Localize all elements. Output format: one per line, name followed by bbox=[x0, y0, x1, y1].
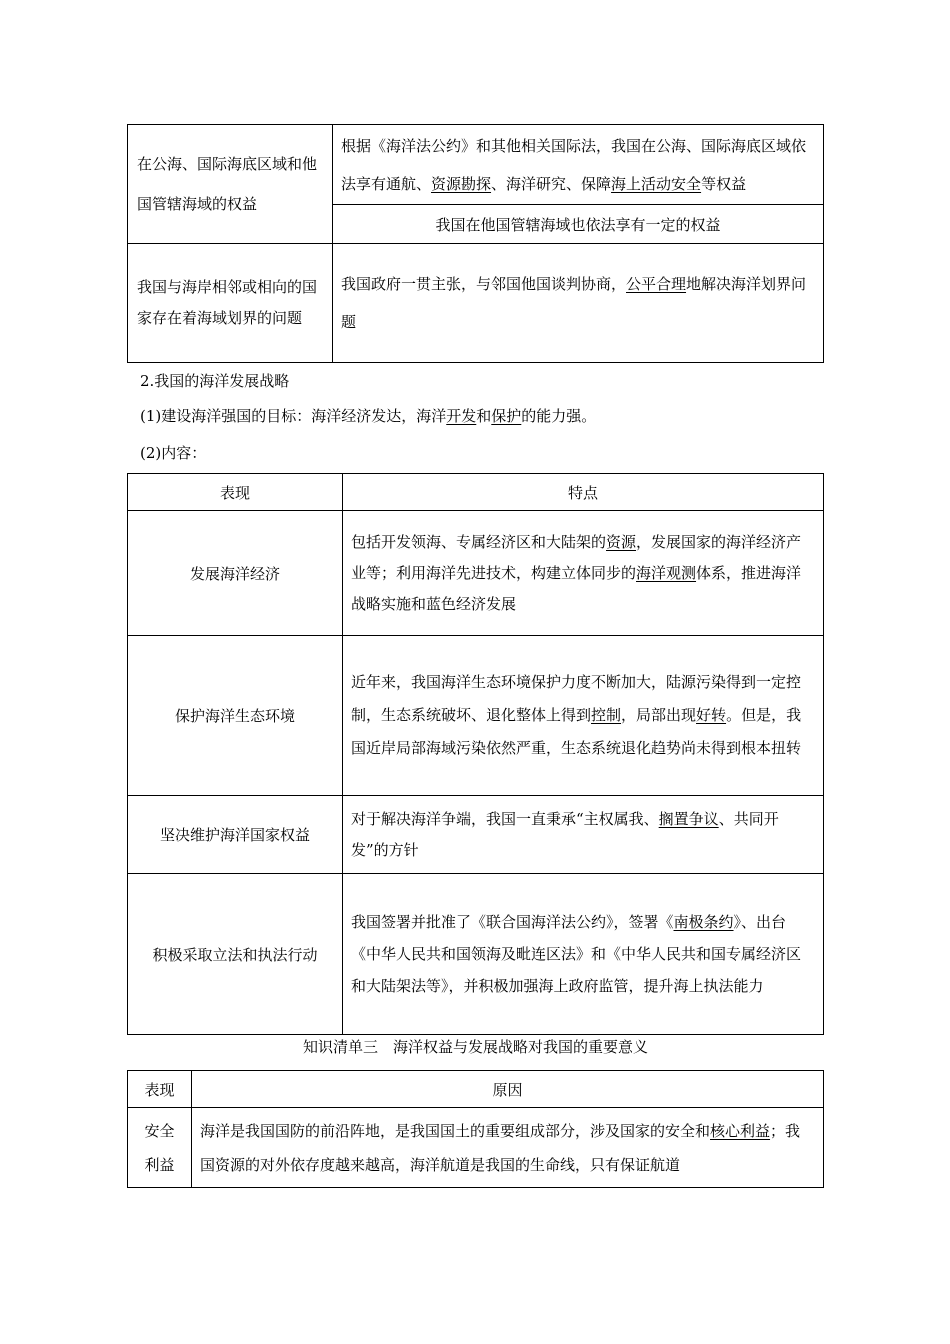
strategy-table bbox=[127, 473, 824, 1035]
blank-answer: 保护 bbox=[491, 407, 522, 425]
strategy-detail: 我国签署并批准了《联合国海洋法公约》，签署《南极条约》、出台《中华人民共和国领海及毗连区法》和《中华人民共和国专属经济区和大陆架法等》，并积极加强海上政府监管，提升海上执法能力 bbox=[343, 874, 824, 1035]
significance-detail: 海洋是我国国防的前沿阵地，是我国国土的重要组成部分，涉及国家的安全和核心利益；我国资源的对外依存度越来越高，海洋航道是我国的生命线，只有保证航道 bbox=[192, 1108, 824, 1188]
rights-detail-high-seas: 根据《海洋法公约》和其他相关国际法，我国在公海、国际海底区域依法享有通航、资源勘探、海洋研究、保障海上活动安全等权益 bbox=[333, 125, 824, 205]
table-header: 表现 bbox=[128, 474, 343, 511]
rights-detail-foreign-waters: 我国在他国管辖海域也依法享有一定的权益 bbox=[333, 205, 824, 244]
blank-answer: 资源勘探 bbox=[431, 174, 492, 193]
significance-name: 安全 利益 bbox=[128, 1108, 192, 1188]
blank-answer: 好转 bbox=[696, 706, 727, 724]
blank-answer: 开发 bbox=[446, 407, 477, 425]
rights-table bbox=[127, 124, 824, 363]
rights-category-high-seas: 在公海、国际海底区域和他国管辖海域的权益 bbox=[128, 125, 333, 244]
table-header: 表现 bbox=[128, 1071, 192, 1108]
blank-answer: 资源 bbox=[606, 532, 637, 551]
strategy-detail: 近年来，我国海洋生态环境保护力度不断加大，陆源污染得到一定控制，生态系统破坏、退化整体上得到控制，局部出现好转。但是，我国近岸局部海域污染依然严重，生态系统退化趋势尚未得到根本扭转 bbox=[343, 636, 824, 796]
rights-category-boundary: 我国与海岸相邻或相向的国家存在着海域划界的问题 bbox=[128, 244, 333, 363]
table-header: 原因 bbox=[192, 1071, 824, 1108]
blank-answer: 海上活动安全 bbox=[611, 174, 702, 193]
strategy-name: 发展海洋经济 bbox=[128, 511, 343, 636]
blank-answer: 海洋观测 bbox=[636, 563, 697, 582]
blank-answer: 核心利益 bbox=[710, 1121, 771, 1140]
table-header: 特点 bbox=[343, 474, 824, 511]
blank-answer: 公平合理 bbox=[626, 275, 687, 293]
section-title: 知识清单三 海洋权益与发展战略对我国的重要意义 bbox=[302, 1038, 648, 1056]
strategy-name: 保护海洋生态环境 bbox=[128, 636, 343, 796]
strategy-detail: 对于解决海洋争端，我国一直秉承“主权属我、搁置争议、共同开发”的方针 bbox=[343, 796, 824, 874]
goal-paragraph: (1)建设海洋强国的目标：海洋经济发达，海洋开发和保护的能力强。 bbox=[140, 407, 597, 425]
blank-answer: 搁置争议 bbox=[658, 809, 719, 828]
strategy-name: 坚决维护海洋国家权益 bbox=[128, 796, 343, 874]
strategy-detail: 包括开发领海、专属经济区和大陆架的资源，发展国家的海洋经济产业等；利用海洋先进技术，构建立体同步的海洋观测体系，推进海洋战略实施和蓝色经济发展 bbox=[343, 511, 824, 636]
content-label: (2)内容： bbox=[140, 444, 207, 462]
blank-answer: 控制 bbox=[591, 706, 622, 724]
rights-detail-boundary: 我国政府一贯主张，与邻国他国谈判协商，公平合理地解决海洋划界问题 bbox=[333, 244, 824, 363]
blank-answer: 南极条约 bbox=[673, 913, 734, 931]
significance-table bbox=[127, 1070, 824, 1188]
section-heading: 2.我国的海洋发展战略 bbox=[140, 372, 290, 390]
strategy-name: 积极采取立法和执法行动 bbox=[128, 874, 343, 1035]
